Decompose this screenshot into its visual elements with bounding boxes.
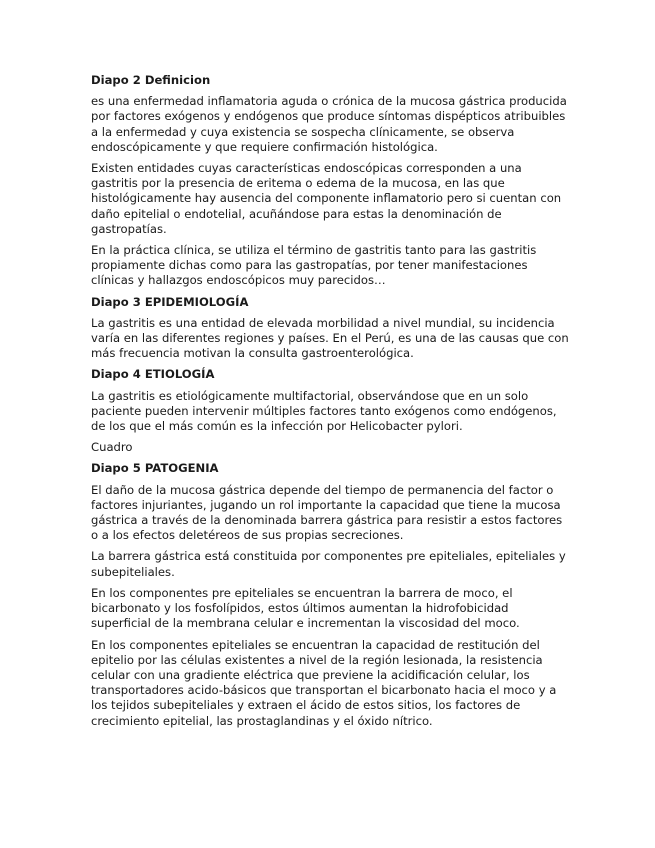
heading-etiologia: Diapo 4 ETIOLOGÍA [91,367,215,382]
heading-patogenia: Diapo 5 PATOGENIA [91,461,219,476]
paragraph-etiologia-1: La gastritis es etiológicamente multifactorial, observándose que en un solo paciente pueden intervenir múltiples factores tanto exógenos como endógenos, de los que el más común es la infección por Helicobacter pylori. [91,388,557,434]
paragraph-definicion-2: Existen entidades cuyas características endoscópicas corresponden a una gastritis por la presencia de eritema o edema de la mucosa, en las que histológicamente hay ausencia del componente inflamatorio pero si cuentan con daño epitelial o endotelial, acuñándose para estas la denominación de gastropatías. [91,161,562,236]
paragraph-patogenia-3: En los componentes pre epiteliales se encuentran la barrera de moco, el bicarbonato y los fosfolípidos, estos últimos aumentan la hidrofobicidad superficial de la membrana celular e incrementan la viscosidad del moco. [91,585,520,631]
paragraph-patogenia-1: El daño de la mucosa gástrica depende del tiempo de permanencia del factor o factores injuriantes, jugando un rol importante la capacidad que tiene la mucosa gástrica a través de la denominada barrera gástrica para resistir a estos factores o a los efectos deletéreos de sus propias secreciones. [91,482,563,543]
document-page [91,73,569,735]
paragraph-definicion-3: En la práctica clínica, se utiliza el término de gastritis tanto para las gastritis propiamente dichas como para las gastropatías, por tener manifestaciones clínicas y hallazgos endoscópicos muy parecidos… [91,243,537,288]
paragraph-patogenia-2: La barrera gástrica está constituida por componentes pre epiteliales, epiteliales y subepiteliales. [91,549,566,579]
paragraph-patogenia-4: En los componentes epiteliales se encuentran la capacidad de restitución del epitelio por las células existentes a nivel de la región lesionada, la resistencia celular con una gradiente eléctrica que previene la acidificación celular, los transportadores acido-básicos que transportan el bicarbonato hacia el moco y a los tejidos subepiteliales y extraen el ácido de estos sitios, los factores de crecimiento epitelial, las prostaglandinas y el óxido nítrico. [91,637,557,728]
paragraph-cuadro: Cuadro [91,440,133,455]
paragraph-definicion-1: es una enfermedad inflamatoria aguda o crónica de la mucosa gástrica producida por factores exógenos y endógenos que produce síntomas dispépticos atribuibles a la enfermedad y cuya existencia se sospecha clínicamente, se observa endoscópicamente y que requiere confirmación histológica. [91,94,567,154]
heading-epidemiologia: Diapo 3 EPIDEMIOLOGÍA [91,294,249,309]
paragraph-epidemiologia-1: La gastritis es una entidad de elevada morbilidad a nivel mundial, su incidencia varía en las diferentes regiones y países. En el Perú, es una de las causas que con más frecuencia motivan la consulta gastroenterológica. [91,315,569,361]
heading-definicion: Diapo 2 Definicion [91,73,211,87]
